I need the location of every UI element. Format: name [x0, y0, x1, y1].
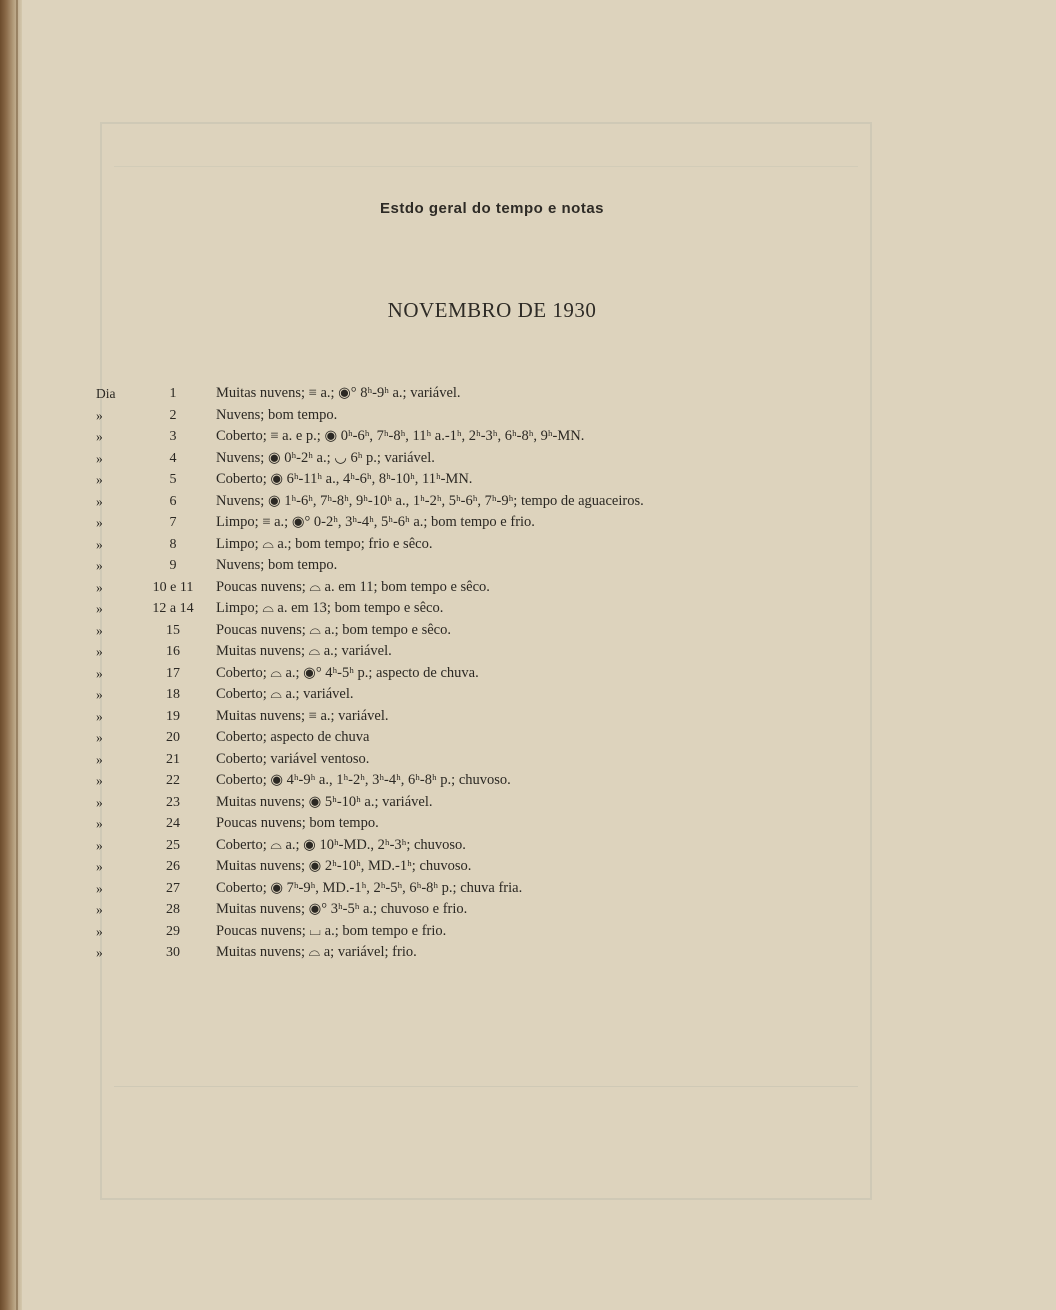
weather-note: Coberto; ⌓ a.; ◉° 4ʰ-5ʰ p.; aspecto de chuva.	[216, 664, 479, 681]
row-label: »	[96, 472, 103, 487]
weather-note: Muitas nuvens; ⌓ a; variável; frio.	[216, 944, 417, 960]
book-spine-edge	[0, 0, 22, 1310]
day-row	[96, 727, 856, 749]
day-row	[96, 792, 856, 814]
day-row	[96, 835, 856, 857]
weather-note: Nuvens; bom tempo.	[216, 557, 338, 573]
day-row	[96, 856, 856, 878]
day-row	[96, 426, 856, 448]
day-number: 16	[166, 644, 180, 659]
day-row	[96, 469, 856, 491]
day-number: 18	[166, 687, 180, 702]
weather-note: Muitas nuvens; ◉ 5ʰ-10ʰ a.; variável.	[216, 793, 433, 810]
weather-note: Muitas nuvens; ⌓ a.; variável.	[216, 643, 392, 659]
row-label: »	[96, 579, 103, 595]
row-label: »	[96, 945, 103, 960]
row-label: »	[96, 687, 103, 702]
day-number: 24	[166, 816, 180, 831]
row-label: »	[96, 407, 103, 423]
day-number: 7	[169, 515, 177, 530]
day-number: 17	[166, 665, 180, 681]
day-row	[96, 405, 856, 427]
day-row	[96, 684, 856, 706]
weather-note: Coberto; ⌓ a.; variável.	[216, 686, 354, 702]
weather-note: Muitas nuvens; ◉ 2ʰ-10ʰ, MD.-1ʰ; chuvoso.	[216, 858, 472, 874]
day-number: 9	[169, 558, 177, 573]
day-row	[96, 921, 856, 943]
row-label: »	[96, 429, 103, 444]
day-number: 8	[169, 536, 177, 552]
weather-note: Coberto; ≡ a. e p.; ◉ 0ʰ-6ʰ, 7ʰ-8ʰ, 11ʰ a.-1ʰ, 2ʰ-3ʰ, 6ʰ-8ʰ, 9ʰ-MN.	[216, 428, 585, 444]
day-number: 27	[166, 880, 180, 896]
row-label: »	[96, 730, 103, 745]
weather-note: Limpo; ≡ a.; ◉° 0-2ʰ, 3ʰ-4ʰ, 5ʰ-6ʰ a.; bom tempo e frio.	[216, 514, 535, 530]
day-row	[96, 598, 856, 620]
row-label: »	[96, 622, 103, 638]
row-label: »	[96, 450, 103, 466]
weather-note: Muitas nuvens; ◉° 3ʰ-5ʰ a.; chuvoso e frio.	[216, 901, 468, 917]
weather-note: Nuvens; ◉ 1ʰ-6ʰ, 7ʰ-8ʰ, 9ʰ-10ʰ a., 1ʰ-2ʰ, 5ʰ-6ʰ, 7ʰ-9ʰ; tempo de aguaceiros.	[216, 492, 644, 509]
row-label: »	[96, 558, 103, 573]
row-label: »	[96, 902, 103, 917]
day-number: 26	[166, 859, 180, 874]
row-label: »	[96, 515, 103, 530]
month-title: NOVEMBRO DE 1930	[387, 298, 597, 322]
section-title: Estdo geral do tempo e notas	[379, 200, 605, 217]
row-label: »	[96, 751, 103, 767]
day-number: 6	[169, 493, 177, 509]
day-number: 28	[166, 902, 180, 917]
weather-note: Coberto; aspecto de chuva	[216, 729, 370, 745]
day-row	[96, 899, 856, 921]
day-number: 10 e 11	[152, 579, 194, 595]
row-label: »	[96, 773, 103, 788]
weather-note: Coberto; ◉ 4ʰ-9ʰ a., 1ʰ-2ʰ, 3ʰ-4ʰ, 6ʰ-8ʰ p.; chuvoso.	[216, 772, 511, 788]
day-row	[96, 813, 856, 835]
day-row	[96, 448, 856, 470]
weather-note: Limpo; ⌓ a. em 13; bom tempo e sêco.	[216, 600, 444, 616]
day-number: 19	[166, 708, 180, 724]
day-row	[96, 878, 856, 900]
row-label: »	[96, 493, 103, 509]
row-label: »	[96, 794, 103, 810]
day-number: 25	[166, 837, 180, 853]
row-label: »	[96, 816, 103, 831]
day-number: 30	[166, 945, 180, 960]
weather-note: Limpo; ⌓ a.; bom tempo; frio e sêco.	[216, 535, 433, 552]
weather-note: Muitas nuvens; ≡ a.; ◉° 8ʰ-9ʰ a.; variável.	[216, 385, 461, 401]
row-label: »	[96, 665, 103, 681]
row-label: »	[96, 923, 103, 939]
day-number: 23	[166, 794, 180, 810]
day-number: 5	[169, 472, 177, 487]
day-row	[96, 770, 856, 792]
day-number: 15	[166, 622, 180, 638]
show-through-rule	[114, 166, 858, 167]
day-number: 21	[166, 751, 180, 767]
weather-note: Poucas nuvens; ⌓ a. em 11; bom tempo e sêco.	[216, 578, 490, 595]
day-number: 1	[169, 386, 177, 401]
day-row	[96, 942, 856, 964]
day-number: 22	[166, 773, 180, 788]
weather-note: Poucas nuvens; ⌓ a.; bom tempo e sêco.	[216, 621, 451, 638]
row-label: »	[96, 601, 103, 616]
day-row	[96, 555, 856, 577]
day-row	[96, 383, 856, 405]
weather-note: Coberto; ⌓ a.; ◉ 10ʰ-MD., 2ʰ-3ʰ; chuvoso.	[216, 836, 466, 853]
weather-note: Muitas nuvens; ≡ a.; variável.	[216, 707, 389, 724]
weather-note: Coberto; ◉ 7ʰ-9ʰ, MD.-1ʰ, 2ʰ-5ʰ, 6ʰ-8ʰ p.; chuva fria.	[216, 879, 523, 896]
day-row	[96, 512, 856, 534]
weather-note: Nuvens; ◉ 0ʰ-2ʰ a.; ◡ 6ʰ p.; variável.	[216, 449, 435, 466]
row-label: »	[96, 837, 103, 853]
row-label: »	[96, 708, 103, 724]
weather-note: Nuvens; bom tempo.	[216, 406, 338, 423]
day-number: 2	[169, 407, 177, 423]
day-number: 4	[169, 450, 177, 466]
row-label: »	[96, 880, 103, 896]
row-label: »	[96, 644, 103, 659]
day-row	[96, 641, 856, 663]
day-number: 12 a 14	[152, 601, 194, 616]
day-number: 29	[166, 923, 180, 939]
day-row	[96, 706, 856, 728]
day-row	[96, 534, 856, 556]
day-row	[96, 620, 856, 642]
day-row	[96, 663, 856, 685]
weather-note: Poucas nuvens; bom tempo.	[216, 815, 379, 831]
weather-note: Coberto; ◉ 6ʰ-11ʰ a., 4ʰ-6ʰ, 8ʰ-10ʰ, 11ʰ-MN.	[216, 471, 473, 487]
day-row	[96, 577, 856, 599]
weather-notes-list	[96, 383, 856, 964]
weather-note: Poucas nuvens; ⌴ a.; bom tempo e frio.	[216, 922, 447, 939]
day-number: 20	[166, 730, 180, 745]
day-row	[96, 491, 856, 513]
weather-note: Coberto; variável ventoso.	[216, 750, 370, 767]
day-number: 3	[169, 429, 177, 444]
row-label: »	[96, 859, 103, 874]
day-row	[96, 749, 856, 771]
show-through-rule	[114, 1086, 858, 1087]
row-label: Dia	[96, 386, 116, 401]
row-label: »	[96, 536, 103, 552]
